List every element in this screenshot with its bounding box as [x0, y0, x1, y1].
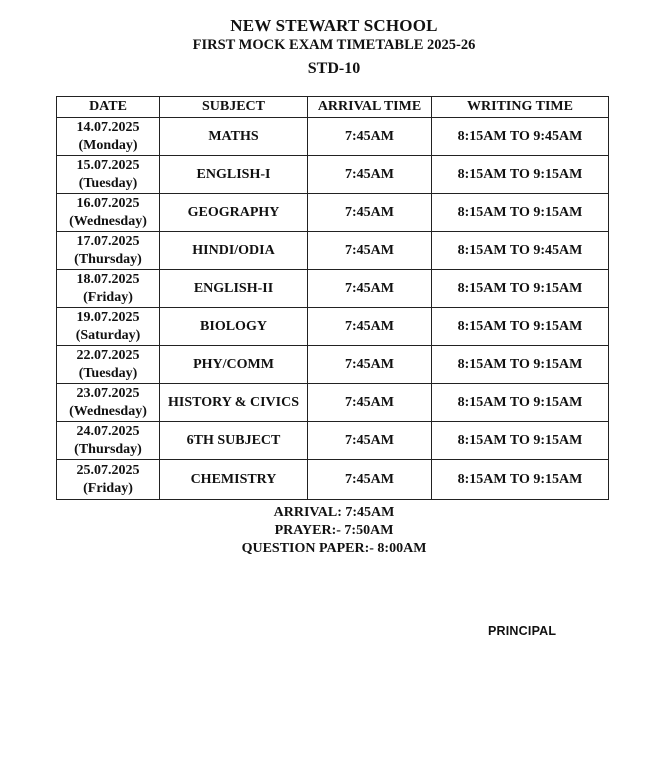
- writing-time-cell: 8:15AM TO 9:15AM: [432, 194, 609, 232]
- timetable-body: [57, 118, 609, 500]
- subject-cell: ENGLISH-I: [160, 156, 308, 194]
- subject-cell: GEOGRAPHY: [160, 194, 308, 232]
- table-row: [57, 156, 609, 194]
- writing-time-cell: 8:15AM TO 9:15AM: [432, 460, 609, 500]
- exam-day: (Friday): [83, 480, 133, 496]
- exam-date: 18.07.2025: [76, 271, 140, 287]
- subject-cell: HISTORY & CIVICS: [160, 384, 308, 422]
- table-row: [57, 232, 609, 270]
- table-row: [57, 422, 609, 460]
- date-cell: [57, 384, 160, 422]
- principal-signature-label: PRINCIPAL: [488, 624, 557, 638]
- column-header-date: DATE: [57, 97, 160, 118]
- writing-time-cell: 8:15AM TO 9:15AM: [432, 270, 609, 308]
- exam-date: 19.07.2025: [76, 309, 140, 325]
- prayer-note: PRAYER:- 7:50AM: [274, 523, 394, 538]
- date-cell: [57, 232, 160, 270]
- exam-date: 23.07.2025: [76, 385, 140, 401]
- subject-cell: MATHS: [160, 118, 308, 156]
- column-header-writing-time: WRITING TIME: [432, 97, 609, 118]
- subject-cell: PHY/COMM: [160, 346, 308, 384]
- exam-date: 15.07.2025: [76, 157, 140, 173]
- arrival-time-cell: 7:45AM: [308, 460, 432, 500]
- writing-time-cell: 8:15AM TO 9:15AM: [432, 384, 609, 422]
- arrival-time-cell: 7:45AM: [308, 346, 432, 384]
- table-row: [57, 118, 609, 156]
- writing-time-cell: 8:15AM TO 9:15AM: [432, 422, 609, 460]
- table-row: [57, 270, 609, 308]
- exam-date: 22.07.2025: [76, 347, 140, 363]
- exam-day: (Tuesday): [78, 365, 138, 381]
- column-header-arrival-time: ARRIVAL TIME: [308, 97, 432, 118]
- writing-time-cell: 8:15AM TO 9:45AM: [432, 118, 609, 156]
- school-name: NEW STEWART SCHOOL: [230, 16, 438, 35]
- exam-day: (Saturday): [75, 327, 141, 343]
- exam-day: (Thursday): [74, 441, 142, 457]
- writing-time-cell: 8:15AM TO 9:15AM: [432, 156, 609, 194]
- exam-day: (Tuesday): [78, 175, 138, 191]
- date-cell: [57, 460, 160, 500]
- date-cell: [57, 156, 160, 194]
- date-cell: [57, 194, 160, 232]
- subject-cell: BIOLOGY: [160, 308, 308, 346]
- arrival-time-cell: 7:45AM: [308, 232, 432, 270]
- exam-title: FIRST MOCK EXAM TIMETABLE 2025-26: [192, 37, 476, 53]
- exam-date: 16.07.2025: [76, 195, 140, 211]
- question-paper-note: QUESTION PAPER:- 8:00AM: [241, 541, 427, 556]
- writing-time-cell: 8:15AM TO 9:15AM: [432, 346, 609, 384]
- date-cell: [57, 270, 160, 308]
- table-row: [57, 384, 609, 422]
- writing-time-cell: 8:15AM TO 9:45AM: [432, 232, 609, 270]
- exam-date: 17.07.2025: [76, 233, 140, 249]
- date-cell: [57, 422, 160, 460]
- exam-date: 14.07.2025: [76, 119, 140, 135]
- table-row: [57, 194, 609, 232]
- date-cell: [57, 308, 160, 346]
- arrival-time-cell: 7:45AM: [308, 384, 432, 422]
- arrival-time-cell: 7:45AM: [308, 422, 432, 460]
- date-cell: [57, 118, 160, 156]
- exam-date: 24.07.2025: [76, 423, 140, 439]
- subject-cell: 6TH SUBJECT: [160, 422, 308, 460]
- arrival-time-cell: 7:45AM: [308, 118, 432, 156]
- arrival-time-cell: 7:45AM: [308, 270, 432, 308]
- writing-time-cell: 8:15AM TO 9:15AM: [432, 308, 609, 346]
- subject-cell: CHEMISTRY: [160, 460, 308, 500]
- exam-date: 25.07.2025: [76, 462, 140, 478]
- table-row: [57, 460, 609, 500]
- arrival-time-cell: 7:45AM: [308, 308, 432, 346]
- standard-label: STD-10: [307, 60, 361, 77]
- exam-day: (Monday): [78, 137, 138, 153]
- exam-day: (Wednesday): [69, 403, 147, 419]
- arrival-time-cell: 7:45AM: [308, 194, 432, 232]
- table-row: [57, 308, 609, 346]
- exam-day: (Wednesday): [69, 213, 147, 229]
- arrival-note: ARRIVAL: 7:45AM: [273, 505, 395, 520]
- exam-day: (Thursday): [74, 251, 142, 267]
- timetable-table: [56, 96, 609, 500]
- date-cell: [57, 346, 160, 384]
- subject-cell: HINDI/ODIA: [160, 232, 308, 270]
- table-header-row: [57, 97, 609, 118]
- subject-cell: ENGLISH-II: [160, 270, 308, 308]
- exam-day: (Friday): [83, 289, 133, 305]
- column-header-subject: SUBJECT: [160, 97, 308, 118]
- table-row: [57, 346, 609, 384]
- arrival-time-cell: 7:45AM: [308, 156, 432, 194]
